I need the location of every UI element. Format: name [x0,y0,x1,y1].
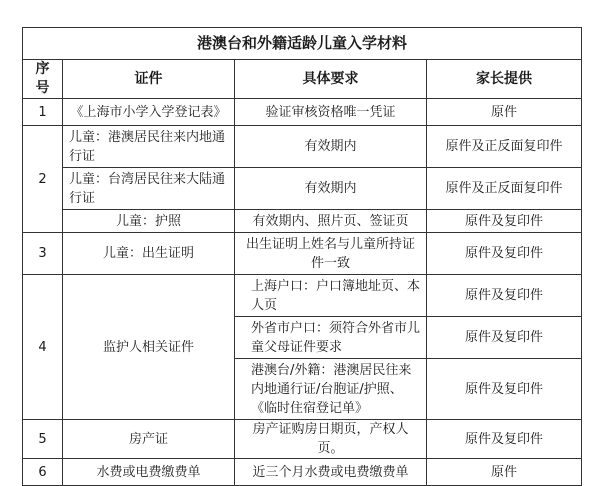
table-title: 港澳台和外籍适龄儿童入学材料 [23,28,582,60]
row-number: 6 [23,459,63,486]
parent-provides-cell: 原件及正反面复印件 [427,168,582,210]
table-row [23,99,582,126]
requirement-cell: 有效期内、照片页、签证页 [235,210,427,233]
header-parent-provides: 家长提供 [427,60,582,99]
requirement-cell: 有效期内 [235,126,427,168]
title-row [23,28,582,60]
parent-provides-cell: 原件及复印件 [427,275,582,317]
table-row [23,126,582,168]
parent-provides-cell: 原件及复印件 [427,210,582,233]
parent-provides-cell: 原件及复印件 [427,317,582,359]
table-row [23,420,582,459]
parent-provides-cell: 原件及复印件 [427,420,582,459]
requirement-cell: 上海户口：户口簿地址页、本人页 [235,275,427,317]
row-number: 3 [23,233,63,275]
row-number: 5 [23,420,63,459]
requirement-cell: 近三个月水费或电费缴费单 [235,459,427,486]
header-no: 序号 [23,60,63,99]
table-row [23,233,582,275]
header-row [23,60,582,99]
table-row [23,168,582,210]
materials-table [22,27,582,486]
document-cell: 监护人相关证件 [63,275,235,420]
document-cell: 儿童：港澳居民往来内地通行证 [63,126,235,168]
requirement-cell: 房产证购房日期页，产权人页。 [235,420,427,459]
parent-provides-cell: 原件 [427,459,582,486]
header-document: 证件 [63,60,235,99]
requirement-cell: 港澳台/外籍：港澳居民往来内地通行证/台胞证/护照、《临时住宿登记单》 [235,359,427,420]
document-cell: 《上海市小学入学登记表》 [63,99,235,126]
document-cell: 儿童：台湾居民往来大陆通行证 [63,168,235,210]
requirement-cell: 验证审核资格唯一凭证 [235,99,427,126]
requirement-cell: 有效期内 [235,168,427,210]
requirement-cell: 外省市户口：须符合外省市儿童父母证件要求 [235,317,427,359]
parent-provides-cell: 原件 [427,99,582,126]
parent-provides-cell: 原件及复印件 [427,233,582,275]
document-cell: 儿童：出生证明 [63,233,235,275]
table-row [23,459,582,486]
header-requirement: 具体要求 [235,60,427,99]
table-row [23,275,582,317]
document-cell: 儿童：护照 [63,210,235,233]
parent-provides-cell: 原件及复印件 [427,359,582,420]
document-cell: 房产证 [63,420,235,459]
document-cell: 水费或电费缴费单 [63,459,235,486]
table-row [23,210,582,233]
row-number: 2 [23,126,63,233]
row-number: 4 [23,275,63,420]
parent-provides-cell: 原件及正反面复印件 [427,126,582,168]
requirement-cell: 出生证明上姓名与儿童所持证件一致 [235,233,427,275]
row-number: 1 [23,99,63,126]
